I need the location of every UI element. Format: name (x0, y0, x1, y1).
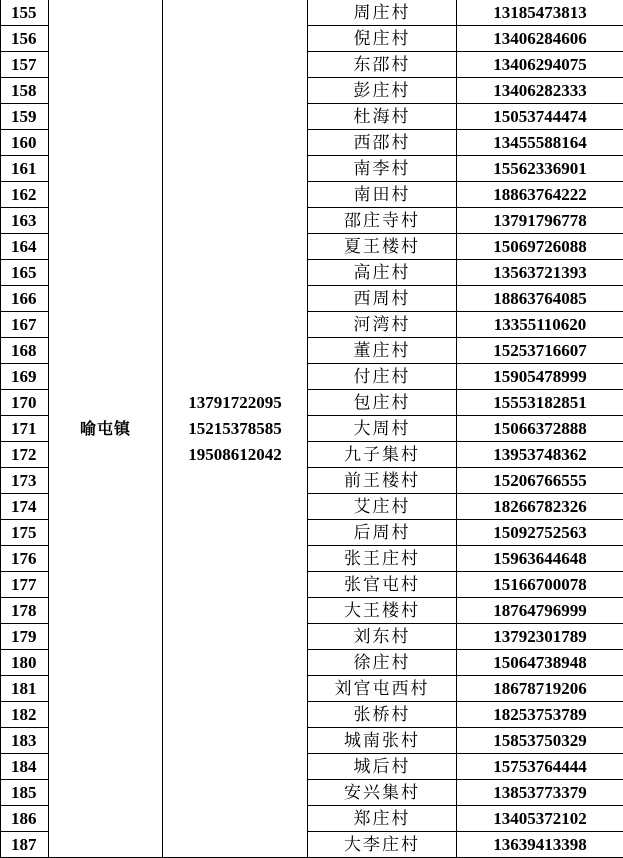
row-number-cell: 172 (1, 442, 49, 468)
row-number-cell: 177 (1, 572, 49, 598)
village-phone-cell: 13639413398 (457, 832, 623, 858)
village-phone-cell: 15053744474 (457, 104, 623, 130)
row-number-cell: 164 (1, 234, 49, 260)
village-name-cell: 城后村 (308, 754, 457, 780)
row-number-cell: 175 (1, 520, 49, 546)
village-name-cell: 大王楼村 (308, 598, 457, 624)
village-name-cell: 高庄村 (308, 260, 457, 286)
row-number-cell: 170 (1, 390, 49, 416)
village-phone-cell: 13455588164 (457, 130, 623, 156)
village-phone-cell: 13406284606 (457, 26, 623, 52)
row-number-cell: 159 (1, 104, 49, 130)
village-phone-cell: 15206766555 (457, 468, 623, 494)
village-name-cell: 城南张村 (308, 728, 457, 754)
village-name-cell: 杜海村 (308, 104, 457, 130)
village-name-cell: 张桥村 (308, 702, 457, 728)
village-phone-cell: 15853750329 (457, 728, 623, 754)
row-number-cell: 157 (1, 52, 49, 78)
village-name-cell: 安兴集村 (308, 780, 457, 806)
village-phone-cell: 13185473813 (457, 0, 623, 26)
row-number-cell: 180 (1, 650, 49, 676)
row-number-cell: 166 (1, 286, 49, 312)
village-phone-cell: 13406294075 (457, 52, 623, 78)
village-phone-cell: 18253753789 (457, 702, 623, 728)
row-number-cell: 183 (1, 728, 49, 754)
row-number-cell: 174 (1, 494, 49, 520)
row-number-cell: 178 (1, 598, 49, 624)
village-name-cell: 倪庄村 (308, 26, 457, 52)
village-name-cell: 大周村 (308, 416, 457, 442)
row-number-cell: 158 (1, 78, 49, 104)
row-number-cell: 187 (1, 832, 49, 858)
village-name-cell: 包庄村 (308, 390, 457, 416)
village-phone-cell: 15066372888 (457, 416, 623, 442)
village-phone-cell: 15069726088 (457, 234, 623, 260)
row-number-cell: 173 (1, 468, 49, 494)
row-number-cell: 168 (1, 338, 49, 364)
village-name-cell: 彭庄村 (308, 78, 457, 104)
village-name-cell: 前王楼村 (308, 468, 457, 494)
town-name-cell: 喻屯镇 (49, 0, 163, 858)
row-number-cell: 155 (1, 0, 49, 26)
table-row (1, 0, 623, 26)
row-number-cell: 160 (1, 130, 49, 156)
row-number-cell: 167 (1, 312, 49, 338)
village-phone-cell: 15166700078 (457, 572, 623, 598)
village-phone-cell: 15963644648 (457, 546, 623, 572)
village-name-cell: 刘官屯西村 (308, 676, 457, 702)
village-name-cell: 西邵村 (308, 130, 457, 156)
village-name-cell: 南田村 (308, 182, 457, 208)
village-phone-cell: 18678719206 (457, 676, 623, 702)
row-number-cell: 163 (1, 208, 49, 234)
village-phone-cell: 15753764444 (457, 754, 623, 780)
village-name-cell: 后周村 (308, 520, 457, 546)
row-number-cell: 176 (1, 546, 49, 572)
village-phone-cell: 15562336901 (457, 156, 623, 182)
village-phone-cell: 15253716607 (457, 338, 623, 364)
village-phone-cell: 18266782326 (457, 494, 623, 520)
row-number-cell: 182 (1, 702, 49, 728)
town-phone-number: 15215378585 (188, 418, 282, 438)
row-number-cell: 184 (1, 754, 49, 780)
village-name-cell: 西周村 (308, 286, 457, 312)
row-number-cell: 185 (1, 780, 49, 806)
village-name-cell: 邵庄寺村 (308, 208, 457, 234)
village-name-cell: 东邵村 (308, 52, 457, 78)
village-name-cell: 夏王楼村 (308, 234, 457, 260)
village-phone-cell: 13405372102 (457, 806, 623, 832)
town-phone-number: 13791722095 (188, 392, 282, 412)
village-name-cell: 周庄村 (308, 0, 457, 26)
village-name-cell: 大李庄村 (308, 832, 457, 858)
village-name-cell: 张王庄村 (308, 546, 457, 572)
village-phone-cell: 13406282333 (457, 78, 623, 104)
village-phone-cell: 13791796778 (457, 208, 623, 234)
village-phone-cell: 13953748362 (457, 442, 623, 468)
row-number-cell: 171 (1, 416, 49, 442)
town-phone-number: 19508612042 (188, 444, 282, 464)
row-number-cell: 161 (1, 156, 49, 182)
row-number-cell: 179 (1, 624, 49, 650)
village-name-cell: 河湾村 (308, 312, 457, 338)
village-phone-cell: 13792301789 (457, 624, 623, 650)
village-phone-cell: 15092752563 (457, 520, 623, 546)
row-number-cell: 169 (1, 364, 49, 390)
town-phones-cell (163, 0, 308, 858)
village-phone-cell: 13563721393 (457, 260, 623, 286)
village-name-cell: 艾庄村 (308, 494, 457, 520)
village-name-cell: 付庄村 (308, 364, 457, 390)
village-name-cell: 徐庄村 (308, 650, 457, 676)
row-number-cell: 186 (1, 806, 49, 832)
village-name-cell: 南李村 (308, 156, 457, 182)
village-name-cell: 董庄村 (308, 338, 457, 364)
row-number-cell: 165 (1, 260, 49, 286)
table-body (1, 0, 623, 858)
village-name-cell: 郑庄村 (308, 806, 457, 832)
village-phone-cell: 13853773379 (457, 780, 623, 806)
village-name-cell: 刘东村 (308, 624, 457, 650)
row-number-cell: 156 (1, 26, 49, 52)
row-number-cell: 181 (1, 676, 49, 702)
village-name-cell: 九子集村 (308, 442, 457, 468)
village-phone-cell: 15064738948 (457, 650, 623, 676)
village-phone-cell: 18863764222 (457, 182, 623, 208)
row-number-cell: 162 (1, 182, 49, 208)
village-phone-cell: 13355110620 (457, 312, 623, 338)
village-phone-cell: 15553182851 (457, 390, 623, 416)
village-name-cell: 张官屯村 (308, 572, 457, 598)
village-phone-cell: 15905478999 (457, 364, 623, 390)
village-phone-cell: 18863764085 (457, 286, 623, 312)
village-phone-cell: 18764796999 (457, 598, 623, 624)
